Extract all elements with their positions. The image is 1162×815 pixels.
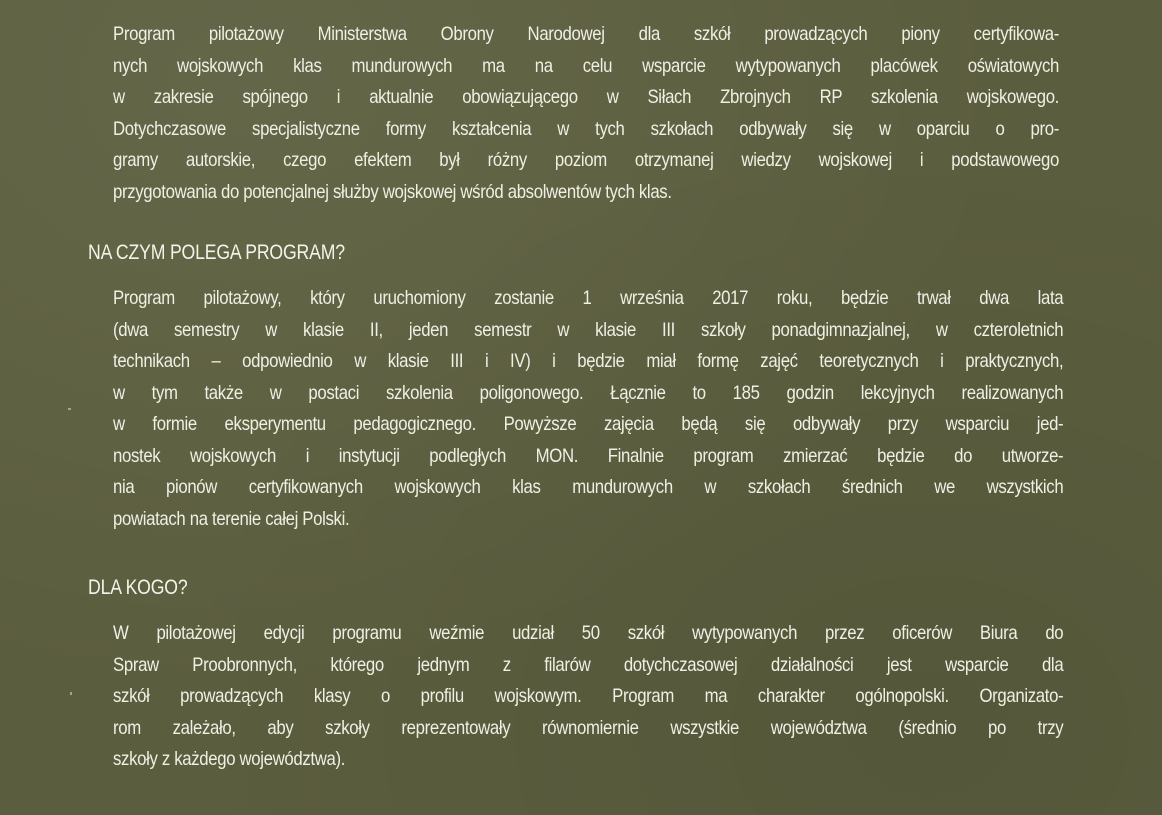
text-line: w formie eksperymentu pedagogicznego. Powyższe zajęcia będą się odbywały przy wsparciu jed- <box>113 413 1064 435</box>
text-line: Program pilotażowy, który uruchomiony zostanie 1 września 2017 roku, będzie trwał dwa lata <box>113 287 1064 309</box>
text-line: powiatach na terenie całej Polski. <box>113 507 350 530</box>
section-heading-for-whom: DLA KOGO? <box>88 576 188 599</box>
text-line: nia pionów certyfikowanych wojskowych klas mundurowych w szkołach średnich we wszystkich <box>113 476 1064 498</box>
intro-paragraph <box>113 19 1059 208</box>
text-line: w zakresie spójnego i aktualnie obowiązującego w Siłach Zbrojnych RP szkolenia wojskowego. <box>113 86 1059 108</box>
text-line: przygotowania do potencjalnej służby wojskowej wśród absolwentów tych klas. <box>113 180 672 203</box>
scan-speck <box>68 408 71 410</box>
text-line: Dotychczasowe specjalistyczne formy kształcenia w tych szkołach odbywały się w oparciu o pro- <box>113 117 1059 140</box>
text-line: w tym także w postaci szkolenia poligonowego. Łącznie to 185 godzin lekcyjnych realizowanych <box>113 381 1064 404</box>
text-line: (dwa semestry w klasie II, jeden semestr w klasie III szkoły ponadgimnazjalnej, w czteroletnich <box>113 318 1064 341</box>
section-heading-program: NA CZYM POLEGA PROGRAM? <box>88 241 345 264</box>
text-line: nych wojskowych klas mundurowych ma na celu wsparcie wytypowanych placówek oświatowych <box>113 54 1059 77</box>
text-line: W pilotażowej edycji programu weźmie udział 50 szkół wytypowanych przez oficerów Biura do <box>113 622 1064 644</box>
text-line: szkół prowadzących klasy o profilu wojskowym. Program ma charakter ogólnopolski. Organizato- <box>113 685 1064 707</box>
text-line: Program pilotażowy Ministerstwa Obrony Narodowej dla szkół prowadzących piony certyfikowa- <box>113 23 1059 45</box>
text-line: gramy autorskie, czego efektem był różny poziom otrzymanej wiedzy wojskowej i podstawowego <box>113 149 1059 171</box>
text-line: szkoły z każdego województwa). <box>113 748 346 770</box>
scan-speck <box>70 692 72 695</box>
program-paragraph <box>113 283 1063 535</box>
text-line: technikach – odpowiednio w klasie III i IV) i będzie miał formę zajęć teoretycznych i praktycznych, <box>113 350 1064 372</box>
for-whom-paragraph <box>113 618 1063 776</box>
text-line: Spraw Proobronnych, którego jednym z filarów dotychczasowej działalności jest wsparcie dla <box>113 653 1064 676</box>
text-line: nostek wojskowych i instytucji podległych MON. Finalnie program zmierzać będzie do utworze- <box>113 444 1064 467</box>
text-line: rom zależało, aby szkoły reprezentowały równomiernie wszystkie województwa (średnio po trzy <box>113 716 1064 739</box>
